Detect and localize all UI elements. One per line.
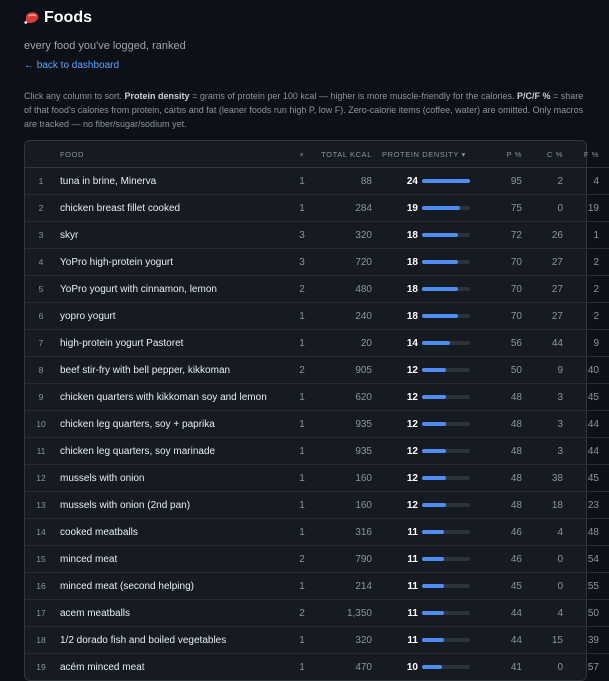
row-count: 1 <box>292 303 312 330</box>
row-carbs-pct: 26 <box>522 222 563 249</box>
row-carbs-pct: 4 <box>522 519 563 546</box>
row-rank: 18 <box>25 627 57 654</box>
row-total-kcal: 160 <box>312 465 372 492</box>
row-protein-pct: 48 <box>492 411 522 438</box>
protein-density-bar <box>422 395 470 399</box>
protein-density-bar <box>422 287 470 291</box>
row-fat-pct: 40 <box>563 357 609 384</box>
row-protein-density <box>372 330 492 357</box>
row-protein-density <box>372 222 492 249</box>
row-protein-pct: 46 <box>492 519 522 546</box>
help-text-bold: P/C/F % <box>516 91 551 101</box>
row-food-name: minced meat (second helping) <box>57 573 292 600</box>
help-text-part: Click any column to sort. <box>24 91 125 101</box>
row-protein-density <box>372 573 492 600</box>
row-rank: 5 <box>25 276 57 303</box>
help-text-part: = share of that food's calories from protein, carbs and fat (leaner foods run high P, low F). Zero-calorie items (coffee, water) are omitted. Only macros are tracked — no fiber/sugar/sodium yet. <box>24 91 584 129</box>
row-protein-pct: 56 <box>492 330 522 357</box>
protein-density-value: 12 <box>406 391 418 403</box>
protein-density-value: 11 <box>407 553 418 565</box>
protein-density-bar <box>422 584 470 588</box>
row-count: 1 <box>292 384 312 411</box>
protein-density-bar <box>422 341 470 345</box>
row-total-kcal: 935 <box>312 411 372 438</box>
protein-density-bar-fill <box>422 638 444 642</box>
back-to-dashboard-link[interactable]: ← back to dashboard <box>24 60 120 71</box>
table-row[interactable] <box>25 195 609 222</box>
protein-density-cell <box>404 338 492 349</box>
row-rank: 1 <box>38 176 44 186</box>
row-rank: 2 <box>25 195 57 222</box>
protein-density-value: 11 <box>407 580 418 592</box>
table-row[interactable] <box>25 654 609 681</box>
row-protein-pct: 46 <box>492 546 522 573</box>
protein-density-cell <box>404 554 492 565</box>
protein-density-bar-fill <box>422 314 458 318</box>
row-food-name: skyr <box>57 222 292 249</box>
row-rank: 14 <box>25 519 57 546</box>
protein-density-bar <box>422 557 470 561</box>
row-count: 2 <box>292 357 312 384</box>
row-total-kcal: 720 <box>312 249 372 276</box>
row-fat-pct: 2 <box>563 249 609 276</box>
table-row[interactable] <box>25 276 609 303</box>
row-carbs-pct: 0 <box>522 195 563 222</box>
row-rank: 3 <box>25 222 57 249</box>
row-fat-pct: 50 <box>563 600 609 627</box>
row-protein-density <box>372 492 492 519</box>
row-food-name: mussels with onion <box>57 465 292 492</box>
row-count: 2 <box>292 276 312 303</box>
row-rank: 6 <box>25 303 57 330</box>
protein-density-bar <box>422 449 470 453</box>
row-protein-density <box>372 546 492 573</box>
help-text-bold: Protein density <box>124 91 190 101</box>
row-food-name: chicken leg quarters, soy marinade <box>57 438 292 465</box>
protein-density-cell <box>404 284 492 295</box>
row-count: 1 <box>292 627 312 654</box>
row-count: 3 <box>292 222 312 249</box>
protein-density-bar <box>422 368 470 372</box>
protein-density-value: 12 <box>406 364 418 376</box>
protein-density-bar-fill <box>422 476 446 480</box>
col-header-count[interactable]: × <box>292 141 312 168</box>
title-row <box>24 8 587 28</box>
row-protein-density <box>372 519 492 546</box>
table-row[interactable] <box>25 411 609 438</box>
row-rank: 13 <box>25 492 57 519</box>
row-fat-pct: 2 <box>563 276 609 303</box>
row-food-name: mussels with onion (2nd pan) <box>57 492 292 519</box>
row-total-kcal: 316 <box>312 519 372 546</box>
protein-density-bar-fill <box>422 260 458 264</box>
row-food-name: YoPro yogurt with cinnamon, lemon <box>57 276 292 303</box>
protein-density-bar-fill <box>422 287 458 291</box>
row-protein-pct: 75 <box>492 195 522 222</box>
protein-density-bar-fill <box>422 665 442 669</box>
row-carbs-pct: 15 <box>522 627 563 654</box>
protein-density-bar <box>422 611 470 615</box>
protein-density-bar <box>422 638 470 642</box>
row-protein-pct: 44 <box>492 600 522 627</box>
row-rank: 11 <box>25 438 57 465</box>
protein-density-bar <box>422 665 470 669</box>
table-row[interactable] <box>25 519 609 546</box>
row-carbs-pct: 9 <box>522 357 563 384</box>
foods-table-container <box>24 140 599 681</box>
protein-density-bar <box>422 260 470 264</box>
row-rank: 12 <box>25 465 57 492</box>
row-fat-pct: 2 <box>563 303 609 330</box>
col-header-carbs-pct[interactable]: C % <box>522 141 563 168</box>
protein-density-bar-fill <box>422 179 470 183</box>
row-count: 1 <box>292 492 312 519</box>
protein-density-bar-fill <box>422 503 446 507</box>
row-protein-pct: 44 <box>492 627 522 654</box>
row-protein-density <box>372 654 492 681</box>
row-food-name: acem meatballs <box>57 600 292 627</box>
row-total-kcal: 935 <box>312 438 372 465</box>
row-fat-pct: 55 <box>563 573 609 600</box>
row-food-name: 1/2 dorado fish and boiled vegetables <box>57 627 292 654</box>
row-carbs-pct: 3 <box>522 384 563 411</box>
row-rank: 16 <box>25 573 57 600</box>
protein-density-cell <box>404 176 492 187</box>
row-rank: 17 <box>25 600 57 627</box>
col-header-protein-pct[interactable]: P % <box>492 141 522 168</box>
protein-density-value: 12 <box>406 472 418 484</box>
protein-density-bar <box>422 530 470 534</box>
protein-density-value: 11 <box>407 634 418 646</box>
row-carbs-pct: 27 <box>522 303 563 330</box>
row-carbs-pct: 2 <box>557 175 563 187</box>
row-total-kcal: 620 <box>312 384 372 411</box>
help-text <box>24 89 587 131</box>
row-protein-density <box>372 438 492 465</box>
protein-density-value: 19 <box>406 202 418 214</box>
row-total-kcal: 214 <box>312 573 372 600</box>
row-protein-pct: 70 <box>492 249 522 276</box>
protein-density-cell <box>404 608 492 619</box>
row-total-kcal: 20 <box>312 330 372 357</box>
row-total-kcal: 88 <box>360 175 372 187</box>
table-body <box>25 168 609 681</box>
protein-density-cell <box>404 311 492 322</box>
protein-density-cell <box>404 500 492 511</box>
row-rank: 10 <box>25 411 57 438</box>
row-total-kcal: 905 <box>312 357 372 384</box>
table-row[interactable] <box>25 357 609 384</box>
row-count: 1 <box>292 465 312 492</box>
row-total-kcal: 1,350 <box>312 600 372 627</box>
protein-density-value: 14 <box>406 337 418 349</box>
protein-density-bar-fill <box>422 530 444 534</box>
row-protein-pct: 50 <box>492 357 522 384</box>
row-fat-pct: 9 <box>563 330 609 357</box>
row-fat-pct: 1 <box>563 222 609 249</box>
row-protein-density <box>372 195 492 222</box>
row-fat-pct: 39 <box>563 627 609 654</box>
row-food-name: yopro yogurt <box>57 303 292 330</box>
protein-density-bar <box>422 314 470 318</box>
protein-density-bar <box>422 422 470 426</box>
row-count: 2 <box>292 600 312 627</box>
table-row[interactable] <box>25 384 609 411</box>
page-subtitle: every food you've logged, ranked <box>24 40 186 52</box>
row-total-kcal: 480 <box>312 276 372 303</box>
row-protein-density <box>372 411 492 438</box>
row-total-kcal: 160 <box>312 492 372 519</box>
table-row[interactable] <box>25 492 609 519</box>
row-total-kcal: 284 <box>312 195 372 222</box>
row-fat-pct: 45 <box>563 465 609 492</box>
protein-density-value: 12 <box>406 499 418 511</box>
row-protein-pct: 48 <box>492 438 522 465</box>
protein-density-bar <box>422 503 470 507</box>
row-total-kcal: 320 <box>312 222 372 249</box>
row-carbs-pct: 0 <box>522 573 563 600</box>
row-carbs-pct: 27 <box>522 249 563 276</box>
protein-density-value: 18 <box>406 256 418 268</box>
row-food-name: chicken breast fillet cooked <box>57 195 292 222</box>
row-fat-pct: 19 <box>563 195 609 222</box>
row-count: 1 <box>299 175 305 187</box>
row-rank: 9 <box>25 384 57 411</box>
row-protein-pct: 72 <box>492 222 522 249</box>
row-carbs-pct: 27 <box>522 276 563 303</box>
protein-density-bar-fill <box>422 233 458 237</box>
row-food-name: chicken quarters with kikkoman soy and lemon <box>57 384 292 411</box>
protein-density-cell <box>404 446 492 457</box>
row-protein-pct: 48 <box>492 492 522 519</box>
row-rank: 15 <box>25 546 57 573</box>
protein-density-cell <box>404 257 492 268</box>
help-text-part: = grams of protein per 100 kcal — higher is more muscle-friendly for the calories. <box>189 91 517 101</box>
row-protein-pct: 70 <box>492 276 522 303</box>
row-protein-pct: 95 <box>510 175 522 187</box>
row-total-kcal: 240 <box>312 303 372 330</box>
row-protein-pct: 70 <box>492 303 522 330</box>
table-row[interactable] <box>25 249 609 276</box>
protein-density-bar <box>422 233 470 237</box>
protein-density-bar-fill <box>422 449 446 453</box>
protein-density-bar-fill <box>422 206 460 210</box>
row-food-name: cooked meatballs <box>57 519 292 546</box>
row-protein-density <box>372 600 492 627</box>
protein-density-bar-fill <box>422 584 444 588</box>
row-carbs-pct: 38 <box>522 465 563 492</box>
row-rank: 19 <box>25 654 57 681</box>
row-rank: 7 <box>25 330 57 357</box>
row-count: 1 <box>292 411 312 438</box>
protein-density-value: 11 <box>407 607 418 619</box>
protein-density-value: 12 <box>406 445 418 457</box>
row-protein-density <box>372 384 492 411</box>
protein-density-value: 18 <box>406 283 418 295</box>
table-row[interactable] <box>25 303 609 330</box>
row-carbs-pct: 0 <box>522 654 563 681</box>
col-header-protein-density[interactable]: PROTEIN DENSITY ▾ <box>372 141 492 168</box>
table-row[interactable] <box>25 546 609 573</box>
protein-density-value: 24 <box>406 175 418 187</box>
protein-density-value: 12 <box>406 418 418 430</box>
row-protein-density <box>372 276 492 303</box>
protein-density-cell <box>404 662 492 673</box>
row-food-name: beef stir-fry with bell pepper, kikkoman <box>57 357 292 384</box>
row-food-name: tuna in brine, Minerva <box>60 175 157 187</box>
protein-density-cell <box>404 230 492 241</box>
row-fat-pct: 54 <box>563 546 609 573</box>
row-fat-pct: 44 <box>563 438 609 465</box>
table-row[interactable] <box>25 600 609 627</box>
protein-density-bar-fill <box>422 395 446 399</box>
protein-density-cell <box>404 473 492 484</box>
col-header-food[interactable]: FOOD <box>57 141 292 168</box>
protein-density-bar <box>422 206 470 210</box>
row-protein-density <box>372 303 492 330</box>
page-title: Foods <box>44 9 92 26</box>
row-carbs-pct: 44 <box>522 330 563 357</box>
row-fat-pct: 57 <box>563 654 609 681</box>
protein-density-bar <box>422 179 470 183</box>
row-fat-pct: 44 <box>563 411 609 438</box>
row-carbs-pct: 3 <box>522 438 563 465</box>
protein-density-cell <box>404 392 492 403</box>
row-count: 1 <box>292 330 312 357</box>
protein-density-bar-fill <box>422 611 444 615</box>
protein-density-bar-fill <box>422 341 450 345</box>
row-carbs-pct: 0 <box>522 546 563 573</box>
row-protein-pct: 48 <box>492 384 522 411</box>
row-count: 1 <box>292 519 312 546</box>
row-total-kcal: 320 <box>312 627 372 654</box>
row-rank: 4 <box>25 249 57 276</box>
protein-density-cell <box>404 203 492 214</box>
row-protein-density <box>372 357 492 384</box>
row-protein-density <box>372 249 492 276</box>
table-row[interactable] <box>25 627 609 654</box>
row-fat-pct: 23 <box>563 492 609 519</box>
row-count: 1 <box>292 438 312 465</box>
row-count: 1 <box>292 195 312 222</box>
protein-density-bar-fill <box>422 368 446 372</box>
row-count: 2 <box>292 546 312 573</box>
col-header-total-kcal[interactable]: TOTAL KCAL <box>312 141 372 168</box>
protein-density-cell <box>404 365 492 376</box>
row-protein-density <box>372 627 492 654</box>
row-protein-pct: 45 <box>492 573 522 600</box>
row-food-name: chicken leg quarters, soy + paprika <box>57 411 292 438</box>
row-protein-pct: 48 <box>492 465 522 492</box>
table-row[interactable] <box>25 168 609 195</box>
protein-density-value: 10 <box>406 661 418 673</box>
row-count: 3 <box>292 249 312 276</box>
row-total-kcal: 470 <box>312 654 372 681</box>
row-fat-pct: 48 <box>563 519 609 546</box>
table-row[interactable] <box>25 438 609 465</box>
row-total-kcal: 790 <box>312 546 372 573</box>
table-row[interactable] <box>25 573 609 600</box>
row-protein-density <box>372 465 492 492</box>
col-header-fat-pct[interactable]: F % <box>563 141 609 168</box>
protein-density-bar <box>422 476 470 480</box>
protein-density-bar-fill <box>422 422 446 426</box>
row-fat-pct: 45 <box>563 384 609 411</box>
row-protein-density <box>372 168 492 195</box>
row-carbs-pct: 3 <box>522 411 563 438</box>
row-rank: 8 <box>25 357 57 384</box>
table-header-row <box>25 141 609 168</box>
protein-density-cell <box>404 419 492 430</box>
row-food-name: minced meat <box>57 546 292 573</box>
row-protein-pct: 41 <box>492 654 522 681</box>
protein-density-value: 11 <box>407 526 418 538</box>
foods-table <box>25 141 609 680</box>
row-count: 1 <box>292 654 312 681</box>
protein-density-cell <box>404 527 492 538</box>
row-food-name: YoPro high-protein yogurt <box>57 249 292 276</box>
protein-density-value: 18 <box>406 310 418 322</box>
table-row[interactable] <box>25 465 609 492</box>
table-row[interactable] <box>25 222 609 249</box>
protein-density-cell <box>404 581 492 592</box>
protein-density-bar-fill <box>422 557 444 561</box>
row-carbs-pct: 18 <box>522 492 563 519</box>
row-count: 1 <box>292 573 312 600</box>
table-row[interactable] <box>25 330 609 357</box>
protein-density-cell <box>404 635 492 646</box>
row-carbs-pct: 4 <box>522 600 563 627</box>
steak-icon <box>24 11 40 25</box>
row-food-name: acém minced meat <box>57 654 292 681</box>
row-fat-pct: 4 <box>593 175 599 187</box>
row-food-name: high-protein yogurt Pastoret <box>57 330 292 357</box>
col-header-rank[interactable] <box>25 141 57 168</box>
protein-density-value: 18 <box>406 229 418 241</box>
